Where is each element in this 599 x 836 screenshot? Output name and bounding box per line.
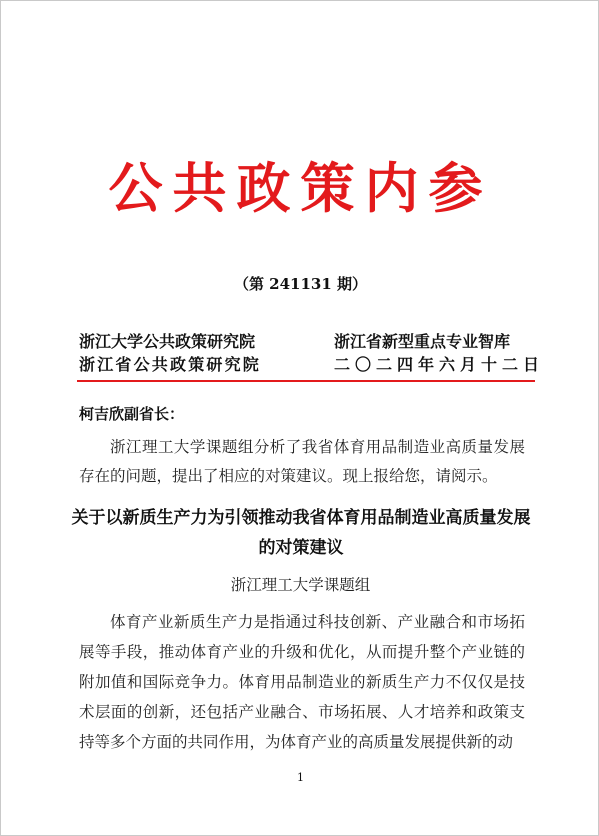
issuer-designation: 浙江省新型重点专业智库: [334, 332, 511, 351]
red-divider-line: [77, 380, 535, 382]
page-number: 1: [297, 771, 304, 784]
article-author: 浙江理工大学课题组: [230, 576, 371, 594]
issue-number: （第 241131 期）: [233, 275, 368, 293]
article-title: 关于以新质生产力为引领推动我省体育用品制造业高质量发展的对策建议: [71, 508, 531, 558]
salutation: 柯吉欣副省长：: [79, 405, 185, 423]
intro-paragraph: 浙江理工大学课题组分析了我省体育用品制造业高质量发展存在的问题，提出了相应的对策建议。现上报给您，请阅示。: [79, 438, 525, 485]
issue-date: 二〇二四年六月十二日: [334, 355, 545, 374]
masthead-title: 公共政策内参: [108, 156, 493, 220]
issuer-name: 浙江省公共政策研究院: [79, 355, 262, 374]
issuer-name: 浙江大学公共政策研究院: [79, 332, 256, 351]
body-paragraph: 体育产业新质生产力是指通过科技创新、产业融合和市场拓展等手段，推动体育产业的升级和优化，从而提升整个产业链的附加值和国际竞争力。体育用品制造业的新质生产力不仅仅是技术层面的创新，还包括产业融合、市场拓展、人才培养和政策支持等多个方面的共同作用，为体育产业的高质量发展提供新的动: [79, 613, 525, 751]
